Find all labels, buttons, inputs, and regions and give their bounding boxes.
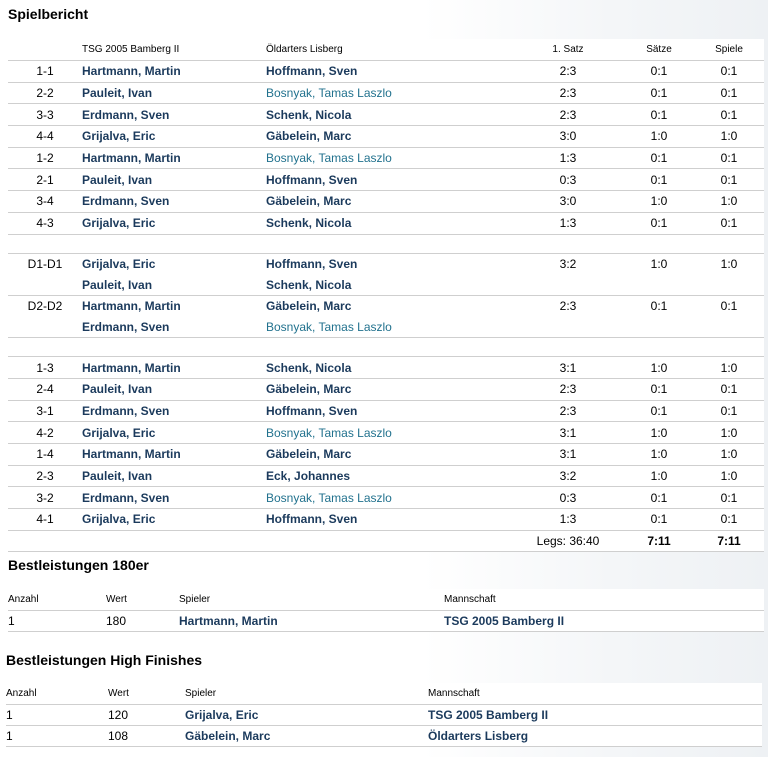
saetze-score: 0:1: [624, 82, 694, 104]
match-row: [8, 169, 764, 191]
besthf-anzahl: 1: [6, 726, 108, 747]
match-row: [8, 357, 764, 379]
satz1-score: 2:3: [512, 378, 624, 400]
match-number: 4-3: [8, 212, 82, 234]
empty-cell: [82, 530, 266, 552]
besthf-team-link[interactable]: TSG 2005 Bamberg II: [428, 705, 762, 726]
spiele-score: 0:1: [694, 400, 764, 422]
away-player-link[interactable]: Gäbelein, Marc: [266, 191, 512, 213]
away-player-link[interactable]: Bosnyak, Tamas Laszlo: [266, 422, 512, 444]
away-player-link[interactable]: Hoffmann, Sven: [266, 509, 512, 531]
match-row: [8, 126, 764, 148]
spiele-score: 1:0: [694, 422, 764, 444]
match-body: [8, 61, 764, 552]
match-number: 1-2: [8, 147, 82, 169]
spiele-score: 1:0: [694, 126, 764, 148]
away-player-link[interactable]: Bosnyak, Tamas Laszlo: [266, 487, 512, 509]
spiele-score: 1:0: [694, 357, 764, 379]
spacer-cell: [8, 234, 764, 253]
best180-player-link[interactable]: Hartmann, Martin: [179, 611, 444, 632]
match-number: 2-3: [8, 465, 82, 487]
doubles-row-second: [8, 317, 764, 338]
saetze-score: 1:0: [624, 422, 694, 444]
saetze-score: 0:1: [624, 487, 694, 509]
spacer-row: [8, 338, 764, 357]
spacer-cell: [8, 338, 764, 357]
saetze-score: 1:0: [624, 191, 694, 213]
saetze-score: 0:1: [624, 212, 694, 234]
match-row: [8, 378, 764, 400]
away-player-link[interactable]: Hoffmann, Sven: [266, 169, 512, 191]
away-player-link[interactable]: Schenk, Nicola: [266, 357, 512, 379]
match-row: [8, 444, 764, 466]
satz1-score: 2:3: [512, 61, 624, 83]
home-player-link[interactable]: Erdmann, Sven: [82, 487, 266, 509]
spiele-score: 0:1: [694, 147, 764, 169]
match-row: [8, 422, 764, 444]
spiele-score: 0:1: [694, 378, 764, 400]
best180-body: [8, 611, 764, 632]
header-satz1: 1. Satz: [512, 39, 624, 61]
besthf-header-mannschaft: Mannschaft: [428, 683, 762, 705]
empty-cell: [624, 274, 694, 295]
match-row: [8, 104, 764, 126]
besthf-header-row: [6, 683, 762, 705]
satz1-score: 3:1: [512, 422, 624, 444]
satz1-score: 3:1: [512, 444, 624, 466]
match-row: [8, 212, 764, 234]
satz1-score: 1:3: [512, 147, 624, 169]
besthf-header-spieler: Spieler: [185, 683, 428, 705]
satz1-score: 1:3: [512, 509, 624, 531]
saetze-score: 0:1: [624, 400, 694, 422]
best180-team-link[interactable]: TSG 2005 Bamberg II: [444, 611, 764, 632]
satz1-score: 2:3: [512, 82, 624, 104]
best180-header-spieler: Spieler: [179, 589, 444, 611]
saetze-score: 1:0: [650, 256, 668, 271]
match-row: [8, 191, 764, 213]
spacer-row: [8, 234, 764, 253]
empty-cell: [694, 317, 764, 338]
saetze-score: 1:0: [624, 444, 694, 466]
spiele-score: 1:0: [694, 444, 764, 466]
empty-cell: [266, 530, 512, 552]
match-header-row: [8, 39, 764, 61]
home-player-link[interactable]: Erdmann, Sven: [82, 317, 266, 338]
empty-cell: [8, 317, 82, 338]
best180-row: [8, 611, 764, 632]
match-row: [8, 82, 764, 104]
legs-total: Legs: 36:40: [512, 530, 624, 552]
besthf-wert: 108: [108, 726, 185, 747]
home-player-link[interactable]: Erdmann, Sven: [82, 191, 266, 213]
match-number: 1-1: [8, 61, 82, 83]
saetze-score: 0:1: [650, 299, 668, 314]
spiele-score: 0:1: [694, 212, 764, 234]
match-number: 4-1: [8, 509, 82, 531]
match-number: 4-4: [8, 126, 82, 148]
satz1-score: 3:1: [512, 357, 624, 379]
match-number: 1-4: [8, 444, 82, 466]
empty-cell: [694, 274, 764, 295]
match-number: 3-4: [8, 191, 82, 213]
besthf-player-link[interactable]: Grijalva, Eric: [185, 705, 428, 726]
best180-header-mannschaft: Mannschaft: [444, 589, 764, 611]
home-player-link[interactable]: Hartmann, Martin: [82, 147, 266, 169]
match-number: 3-1: [8, 400, 82, 422]
away-player-link[interactable]: Schenk, Nicola: [266, 104, 512, 126]
besthf-row: [6, 705, 762, 726]
spiele-score: 0:1: [720, 299, 738, 314]
best180-wert: 180: [106, 611, 179, 632]
best180-header-row: [8, 589, 764, 611]
best180-title: Bestleistungen 180er: [8, 557, 149, 573]
saetze-score: 1:0: [624, 357, 694, 379]
match-row: [8, 400, 764, 422]
spiele-score: 1:0: [720, 256, 738, 271]
match-number: 4-2: [8, 422, 82, 444]
spiele-score: 0:1: [694, 509, 764, 531]
home-player-link[interactable]: Pauleit, Ivan: [82, 169, 266, 191]
doubles-row: [8, 295, 764, 316]
header-saetze: Sätze: [624, 39, 694, 61]
away-player-link[interactable]: Gäbelein, Marc: [266, 378, 512, 400]
spiele-score: 0:1: [694, 169, 764, 191]
saetze-score: 0:1: [624, 169, 694, 191]
header-away-team: Öldarters Lisberg: [266, 39, 512, 61]
satz1-score: 1:3: [512, 212, 624, 234]
doubles-row-second: [8, 274, 764, 295]
satz1-score: 3:0: [512, 126, 624, 148]
satz1-score: 0:3: [512, 169, 624, 191]
away-player-link[interactable]: Bosnyak, Tamas Laszlo: [266, 147, 512, 169]
away-player-link[interactable]: Schenk, Nicola: [266, 274, 512, 295]
header-home-team: TSG 2005 Bamberg II: [82, 39, 266, 61]
besthf-wert: 120: [108, 705, 185, 726]
empty-cell: [512, 274, 624, 295]
match-row: [8, 61, 764, 83]
totals-row: [8, 530, 764, 552]
match-number: D1-D1: [27, 256, 63, 271]
best180-header-wert: Wert: [106, 589, 179, 611]
saetze-score: 1:0: [624, 465, 694, 487]
satz1-score: 3:0: [512, 191, 624, 213]
home-player-link[interactable]: Pauleit, Ivan: [82, 378, 266, 400]
away-player-link[interactable]: Hoffmann, Sven: [266, 400, 512, 422]
home-player-link[interactable]: Hartmann, Martin: [82, 61, 266, 83]
away-player-link[interactable]: Gäbelein, Marc: [266, 126, 512, 148]
home-player-link[interactable]: Hartmann, Martin: [82, 357, 266, 379]
home-player-link[interactable]: Pauleit, Ivan: [82, 274, 266, 295]
spiele-score: 1:0: [694, 465, 764, 487]
home-player-link[interactable]: Grijalva, Eric: [82, 256, 156, 271]
home-player-link[interactable]: Grijalva, Eric: [82, 509, 266, 531]
best180-header-anzahl: Anzahl: [8, 589, 106, 611]
match-row: [8, 509, 764, 531]
besthf-title: Bestleistungen High Finishes: [6, 652, 203, 668]
besthf-body: [6, 705, 762, 747]
match-row: [8, 465, 764, 487]
spiele-score: 0:1: [694, 487, 764, 509]
match-number: 3-2: [8, 487, 82, 509]
home-player-link[interactable]: Pauleit, Ivan: [82, 82, 266, 104]
match-number: 2-2: [8, 82, 82, 104]
spiele-score: 0:1: [694, 82, 764, 104]
spielbericht-title: Spielbericht: [8, 6, 89, 22]
empty-cell: [512, 317, 624, 338]
satz1-score: 2:3: [512, 104, 624, 126]
saetze-score: 0:1: [624, 509, 694, 531]
home-player-link[interactable]: Erdmann, Sven: [82, 400, 266, 422]
spiele-score: 1:0: [694, 191, 764, 213]
home-player-link[interactable]: Hartmann, Martin: [82, 444, 266, 466]
home-player-link[interactable]: Grijalva, Eric: [82, 126, 266, 148]
doubles-row: [8, 253, 764, 274]
header-spiele: Spiele: [694, 39, 764, 61]
away-player-link[interactable]: Hoffmann, Sven: [266, 61, 512, 83]
besthf-player-link[interactable]: Gäbelein, Marc: [185, 726, 428, 747]
besthf-table: [6, 683, 762, 747]
satz1-score: 0:3: [512, 487, 624, 509]
spiele-total: 7:11: [694, 530, 764, 552]
match-number: 2-4: [8, 378, 82, 400]
saetze-total: 7:11: [624, 530, 694, 552]
satz1-score: 2:3: [559, 299, 577, 314]
saetze-score: 0:1: [624, 378, 694, 400]
spiele-score: 0:1: [694, 104, 764, 126]
header-nr: [8, 39, 82, 61]
besthf-row: [6, 726, 762, 747]
match-row: [8, 147, 764, 169]
home-player-link[interactable]: Erdmann, Sven: [82, 104, 266, 126]
away-player-link[interactable]: Schenk, Nicola: [266, 212, 512, 234]
saetze-score: 1:0: [624, 126, 694, 148]
spiele-score: 0:1: [694, 61, 764, 83]
empty-cell: [624, 317, 694, 338]
match-number: 1-3: [8, 357, 82, 379]
home-player-link[interactable]: Grijalva, Eric: [82, 212, 266, 234]
away-player-link[interactable]: Gäbelein, Marc: [266, 299, 352, 314]
away-player-link[interactable]: Eck, Johannes: [266, 465, 512, 487]
home-player-link[interactable]: Pauleit, Ivan: [82, 465, 266, 487]
match-number: D2-D2: [27, 299, 63, 314]
match-number: 2-1: [8, 169, 82, 191]
away-player-link[interactable]: Gäbelein, Marc: [266, 444, 512, 466]
satz1-score: 2:3: [512, 400, 624, 422]
away-player-link[interactable]: Bosnyak, Tamas Laszlo: [266, 317, 512, 338]
match-row: [8, 487, 764, 509]
away-player-link[interactable]: Bosnyak, Tamas Laszlo: [266, 82, 512, 104]
match-report-table: [8, 39, 764, 552]
saetze-score: 0:1: [624, 104, 694, 126]
best180-table: [8, 589, 764, 632]
satz1-score: 3:2: [559, 256, 577, 271]
besthf-header-anzahl: Anzahl: [6, 683, 108, 705]
saetze-score: 0:1: [624, 147, 694, 169]
home-player-link[interactable]: Grijalva, Eric: [82, 422, 266, 444]
besthf-anzahl: 1: [6, 705, 108, 726]
empty-cell: [8, 530, 82, 552]
satz1-score: 3:2: [512, 465, 624, 487]
saetze-score: 0:1: [624, 61, 694, 83]
besthf-team-link[interactable]: Öldarters Lisberg: [428, 726, 762, 747]
besthf-header-wert: Wert: [108, 683, 185, 705]
best180-anzahl: 1: [8, 611, 106, 632]
match-number: 3-3: [8, 104, 82, 126]
away-player-link[interactable]: Hoffmann, Sven: [266, 256, 358, 271]
empty-cell: [8, 274, 82, 295]
home-player-link[interactable]: Hartmann, Martin: [82, 299, 181, 314]
